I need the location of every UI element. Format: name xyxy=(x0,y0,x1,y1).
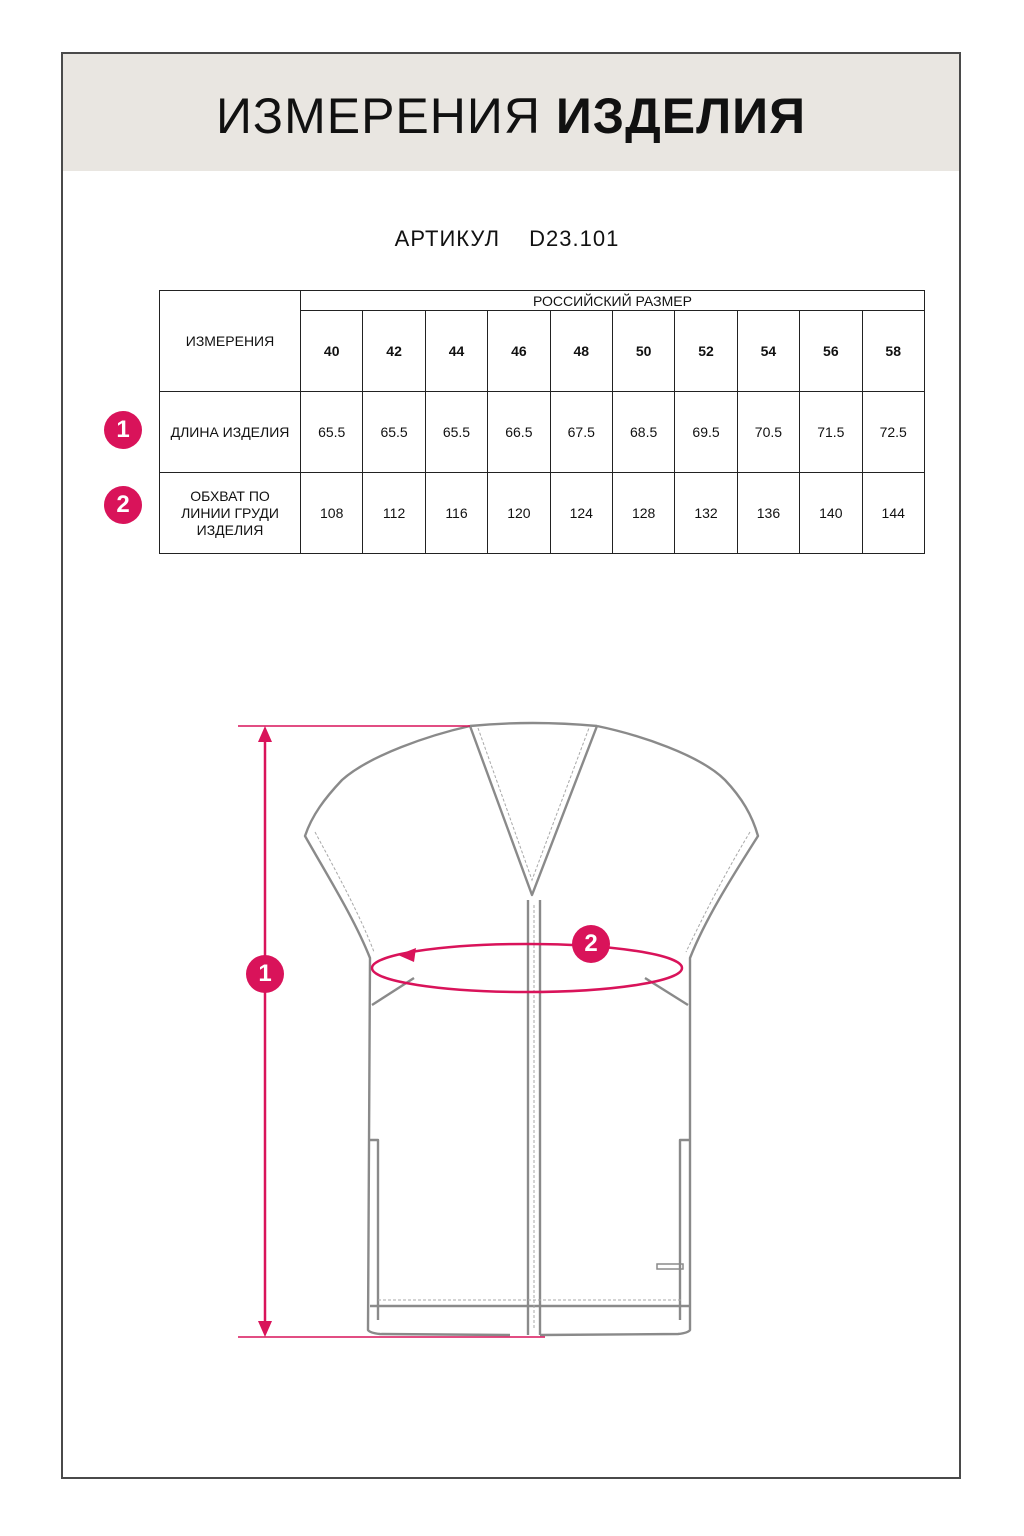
table-cell: 112 xyxy=(363,473,425,554)
arrow-up-icon xyxy=(258,726,272,742)
table-cell: 69.5 xyxy=(675,392,737,473)
table-cell: 116 xyxy=(425,473,487,554)
size-header: 42 xyxy=(363,311,425,392)
row-marker-badge: 1 xyxy=(104,411,142,449)
length-measure xyxy=(238,726,545,1337)
size-header: 40 xyxy=(301,311,363,392)
title-bold: ИЗДЕЛИЯ xyxy=(555,88,807,144)
row-label-line: ИЗДЕЛИЯ xyxy=(196,521,264,538)
size-header: 50 xyxy=(612,311,674,392)
title-light: ИЗМЕРЕНИЯ xyxy=(215,88,541,144)
table-cell: 132 xyxy=(675,473,737,554)
arrow-left-icon xyxy=(398,948,416,962)
table-cell: 72.5 xyxy=(862,392,924,473)
size-system-header: РОССИЙСКИЙ РАЗМЕР xyxy=(301,291,925,311)
table-cell: 70.5 xyxy=(737,392,799,473)
size-header: 52 xyxy=(675,311,737,392)
table-cell: 128 xyxy=(612,473,674,554)
table-cell: 144 xyxy=(862,473,924,554)
table-cell: 124 xyxy=(550,473,612,554)
table-cell: 68.5 xyxy=(612,392,674,473)
table-cell: 65.5 xyxy=(425,392,487,473)
length-marker-badge: 1 xyxy=(246,955,284,993)
size-header: 54 xyxy=(737,311,799,392)
table-cell: 136 xyxy=(737,473,799,554)
size-header: 48 xyxy=(550,311,612,392)
row-marker-badge: 2 xyxy=(104,486,142,524)
size-header: 58 xyxy=(862,311,924,392)
measurements-header: ИЗМЕРЕНИЯ xyxy=(160,291,301,392)
row-label-line: ОБХВАТ ПО xyxy=(190,487,270,504)
article-label: АРТИКУЛ xyxy=(394,226,501,251)
table-cell: 65.5 xyxy=(363,392,425,473)
table-cell: 65.5 xyxy=(301,392,363,473)
table-cell: 66.5 xyxy=(488,392,550,473)
table-cell: 108 xyxy=(301,473,363,554)
article-code: D23.101 xyxy=(529,226,620,251)
size-header: 44 xyxy=(425,311,487,392)
table-cell: 67.5 xyxy=(550,392,612,473)
size-header: 56 xyxy=(800,311,862,392)
chest-marker-badge: 2 xyxy=(572,925,610,963)
table-cell: 120 xyxy=(488,473,550,554)
size-header: 46 xyxy=(488,311,550,392)
garment-stitching xyxy=(315,728,750,1330)
row-label-line: ЛИНИИ ГРУДИ xyxy=(181,504,279,521)
garment-outline xyxy=(305,723,758,1335)
row-label-length: ДЛИНА ИЗДЕЛИЯ xyxy=(160,392,301,473)
arrow-down-icon xyxy=(258,1321,272,1337)
table-cell: 140 xyxy=(800,473,862,554)
table-cell: 71.5 xyxy=(800,392,862,473)
